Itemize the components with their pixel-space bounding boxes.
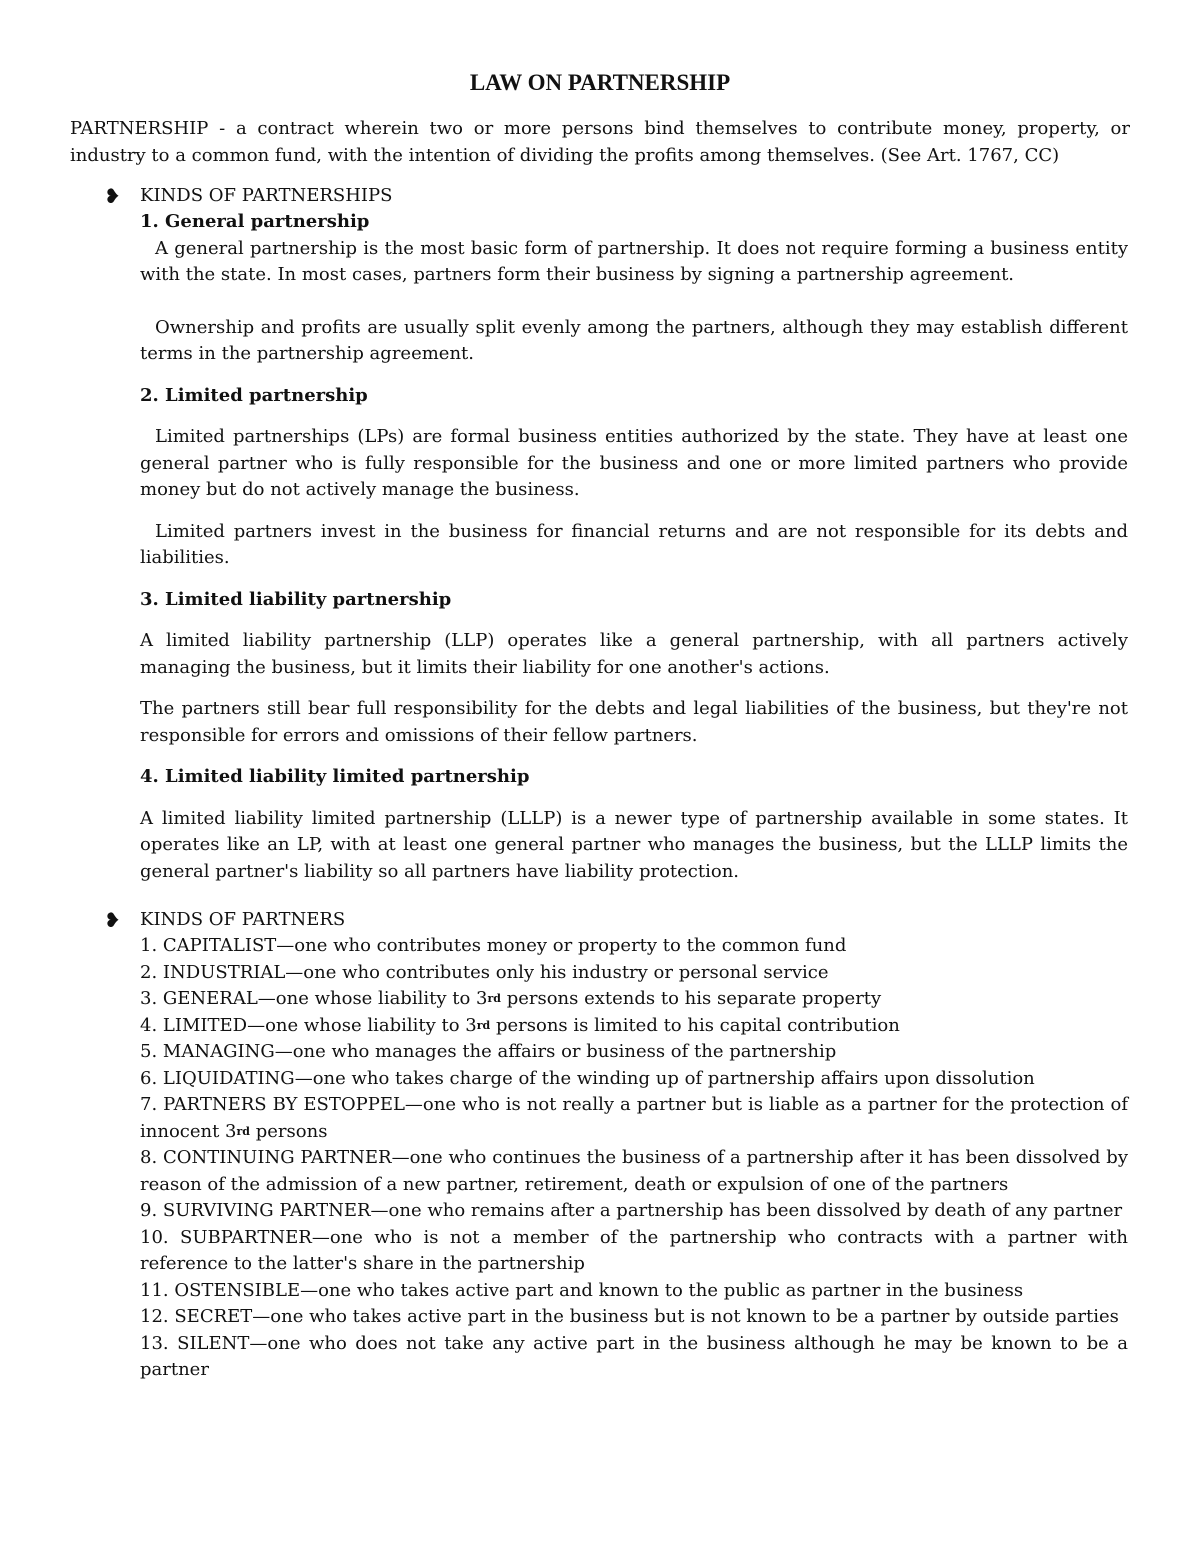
- limited-partnership-p2: Limited partners invest in the business for financial returns and are not responsible for its debts and liabilities.: [140, 520, 1128, 568]
- list-item: 8. CONTINUING PARTNER—one who continues the business of a partnership after it has been dissolved by reason of the admission of a new partner, retirement, death or expulsion of one of the partners: [140, 1147, 1128, 1195]
- list-item: 5. MANAGING—one who manages the affairs or business of the partnership: [140, 1041, 837, 1062]
- ordinal-suffix: rd: [476, 1018, 491, 1032]
- intro-definition: PARTNERSHIP - a contract wherein two or more persons bind themselves to contribute money, property, or industry to a common fund, with the intention of dividing the profits among themselves. (See Art. 1767, CC): [70, 118, 1130, 166]
- list-item: 10. SUBPARTNER—one who is not a member of the partnership who contracts with a partner with reference to the latter's share in the partnership: [140, 1226, 1128, 1274]
- general-partnership-p2: Ownership and profits are usually split evenly among the partners, although they may establish different terms in the partnership agreement.: [140, 316, 1128, 364]
- list-item: 3. GENERAL—one whose liability to 3rd persons extends to his separate property: [140, 988, 882, 1009]
- section-kinds-of-partners: [104, 907, 1128, 1384]
- subheading-llp: 3. Limited liability partnership: [140, 588, 452, 610]
- list-item: 11. OSTENSIBLE—one who takes active part and known to the public as partner in the business: [140, 1279, 1024, 1301]
- document-title: LAW ON PARTNERSHIP: [469, 70, 731, 95]
- lllp-p1: A limited liability limited partnership (LLLP) is a newer type of partnership available in some states. It operates like an LP, with at least one general partner who manages the business, but the LLLP limits the general partner's liability so all partners have liability protection.: [140, 807, 1128, 882]
- heart-icon: ❥: [104, 184, 121, 208]
- ordinal-suffix: rd: [487, 992, 501, 1005]
- section-heading: KINDS OF PARTNERSHIPS: [140, 185, 393, 206]
- subheading-limited-partnership: 2. Limited partnership: [140, 384, 368, 406]
- llp-p2: The partners still bear full responsibility for the debts and legal liabilities of the business, but they're not responsible for errors and omissions of their fellow partners.: [140, 698, 1128, 746]
- general-partnership-p1: A general partnership is the most basic form of partnership. It does not require forming a business entity with the state. In most cases, partners form their business by signing a partnership agreement.: [140, 237, 1128, 285]
- limited-partnership-p1: Limited partnerships (LPs) are formal business entities authorized by the state. They have at least one general partner who is fully responsible for the business and one or more limited partners who provide money but do not actively manage the business.: [140, 426, 1128, 500]
- llp-p1: A limited liability partnership (LLP) operates like a general partnership, with all partners actively managing the business, but it limits their liability for one another's actions.: [140, 630, 1128, 678]
- ordinal-suffix: rd: [236, 1124, 251, 1138]
- list-item: 12. SECRET—one who takes active part in the business but is not known to be a partner by outside parties: [140, 1306, 1119, 1327]
- section-heading: KINDS OF PARTNERS: [140, 909, 346, 930]
- list-item: 9. SURVIVING PARTNER—one who remains after a partnership has been dissolved by death of any partner: [140, 1200, 1123, 1221]
- subheading-general-partnership: 1. General partnership: [140, 211, 370, 232]
- list-item: 6. LIQUIDATING—one who takes charge of the winding up of partnership affairs upon dissolution: [140, 1067, 1035, 1089]
- heart-icon: ❥: [104, 908, 121, 932]
- list-item: 7. PARTNERS BY ESTOPPEL—one who is not really a partner but is liable as a partner for the protection of innocent 3rd persons: [140, 1094, 1128, 1142]
- subheading-lllp: 4. Limited liability limited partnership: [140, 766, 530, 787]
- list-item: 1. CAPITALIST—one who contributes money or property to the common fund: [140, 935, 847, 956]
- section-kinds-of-partnerships: [104, 183, 1128, 885]
- list-item: 13. SILENT—one who does not take any active part in the business although he may be known to be a partner: [140, 1332, 1128, 1380]
- list-item: 2. INDUSTRIAL—one who contributes only his industry or personal service: [140, 961, 829, 983]
- list-item: 4. LIMITED—one whose liability to 3rd persons is limited to his capital contribution: [140, 1014, 900, 1036]
